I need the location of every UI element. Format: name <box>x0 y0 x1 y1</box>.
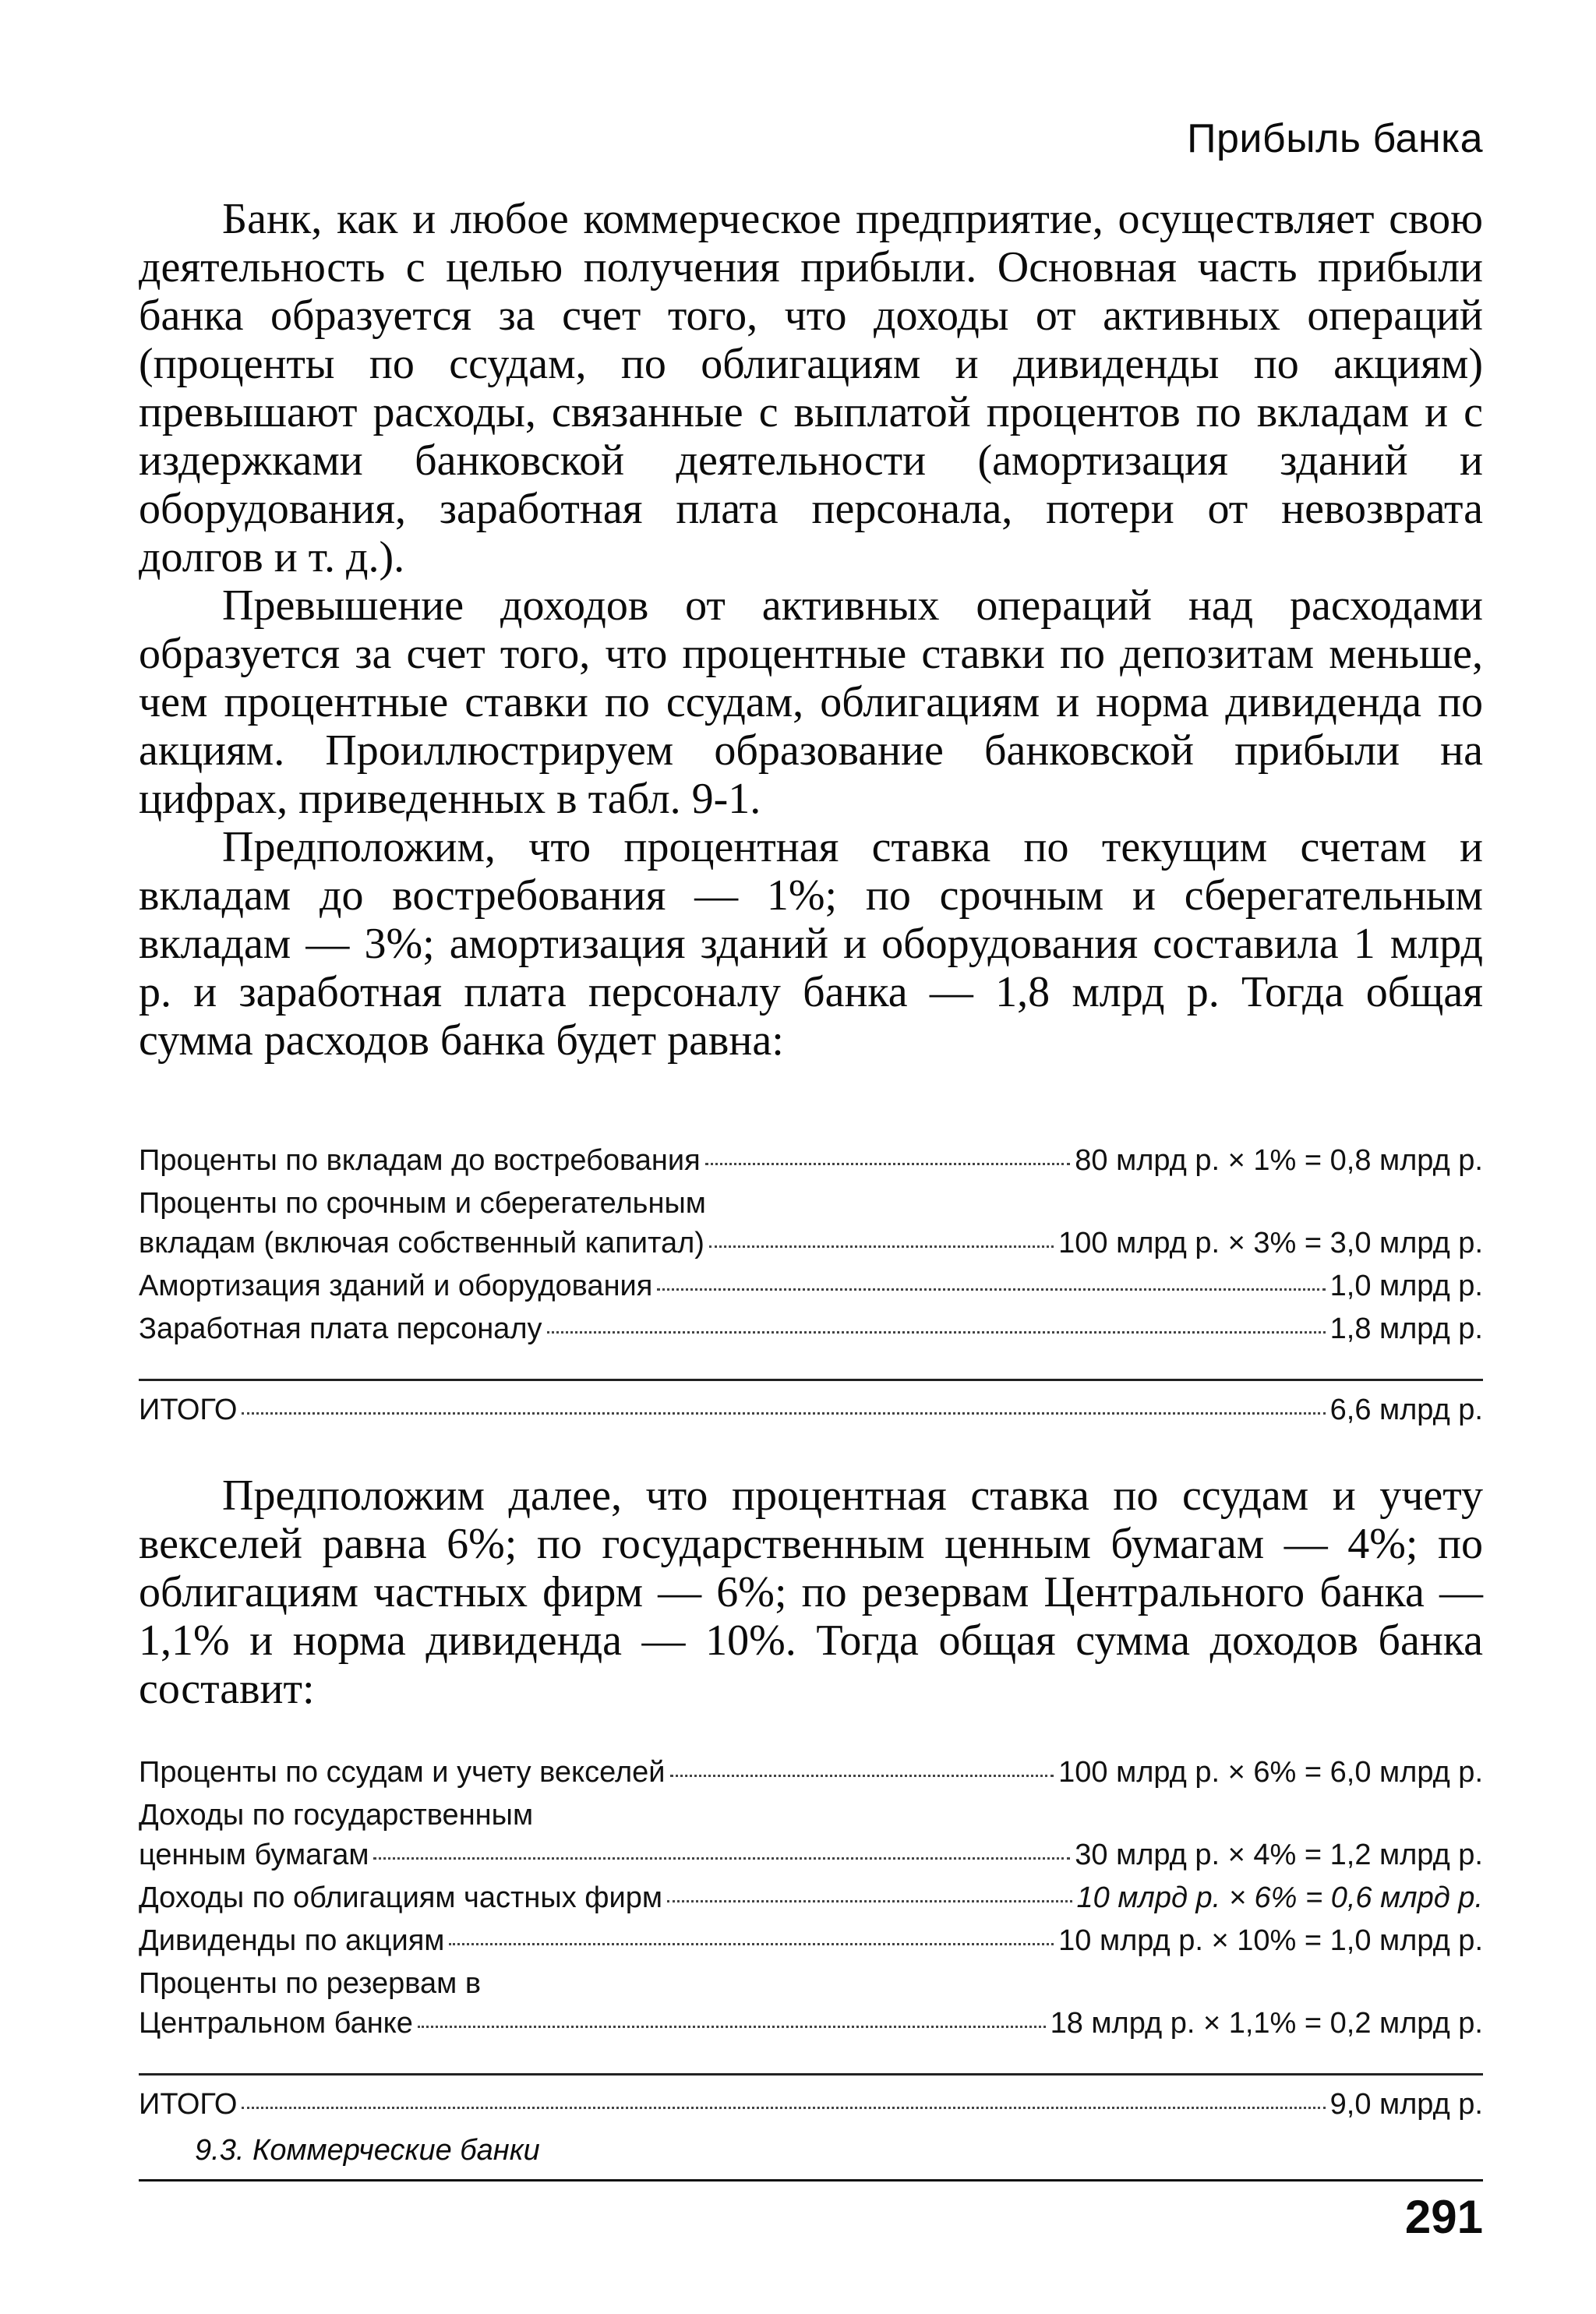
footer-section-title: 9.3. Коммерческие банки <box>195 2134 540 2167</box>
expense-label: Проценты по вкладам до востребования <box>139 1144 701 1177</box>
expense-row <box>139 1312 1483 1355</box>
income-row <box>139 1839 1483 1881</box>
income-row <box>139 1756 1483 1799</box>
sum-rule <box>139 2073 1483 2076</box>
expense-row <box>139 1270 1483 1312</box>
income-label: Центральном банке <box>139 2007 413 2040</box>
income-label: ценным бумагам <box>139 1839 369 1871</box>
total-label: ИТОГО <box>139 1394 238 1426</box>
footer-rule <box>139 2179 1483 2182</box>
main-text-lower <box>139 1471 1483 1713</box>
income-value: 30 млрд р. × 4% = 1,2 млрд р. <box>1075 1839 1483 1871</box>
paragraph-1: Банк, как и любое коммерческое предприятие, осуществляет свою деятельность с целью получения прибыли. Основная часть прибыли банка образуется за счет того, что доходы от активных операций (проценты по ссудам, по облигациям и дивиденды по акциям) превышают расходы, связанные с выплатой процентов по вкладам и с издержками банковской деятельности (амортизация зданий и оборудования, заработная плата персонала, потери от невозврата долгов и т. д.). <box>139 195 1483 581</box>
expense-row <box>139 1227 1483 1270</box>
income-value: 10 млрд р. × 10% = 1,0 млрд р. <box>1058 1924 1483 1957</box>
income-label-first-line: Проценты по резервам в <box>139 1967 482 2000</box>
dot-leader <box>373 1857 1070 1860</box>
running-title: Прибыль банка <box>1187 116 1483 161</box>
income-label: Доходы по облигациям частных фирм <box>139 1881 662 1914</box>
paragraph-2: Превышение доходов от активных операций над расходами образуется за счет того, что процентные ставки по депозитам меньше, чем процентные ставки по ссудам, облигациям и норма дивиденда по акциям. Проиллюстрируем образование банковской прибыли на цифрах, приведенных в табл. 9-1. <box>139 581 1483 823</box>
dot-leader <box>242 1412 1325 1415</box>
sum-rule <box>139 1379 1483 1381</box>
income-row <box>139 2007 1483 2050</box>
income-label: Проценты по ссудам и учету векселей <box>139 1756 666 1789</box>
expense-value: 100 млрд р. × 3% = 3,0 млрд р. <box>1058 1227 1483 1259</box>
dot-leader <box>709 1245 1054 1248</box>
paragraph-4: Предположим далее, что процентная ставка по ссудам и учету векселей равна 6%; по государственным ценным бумагам — 4%; по облигациям частных фирм — 6%; по резервам Центрального банка — 1,1% и норма дивиденда — 10%. Тогда общая сумма доходов банка составит: <box>139 1471 1483 1713</box>
income-row-continued <box>139 1967 1483 2007</box>
dot-leader <box>667 1900 1072 1902</box>
dot-leader <box>657 1288 1325 1291</box>
income-value: 18 млрд р. × 1,1% = 0,2 млрд р. <box>1050 2007 1483 2040</box>
dot-leader <box>705 1163 1071 1165</box>
income-value: 100 млрд р. × 6% = 6,0 млрд р. <box>1058 1756 1483 1789</box>
expense-row <box>139 1144 1483 1187</box>
expense-label: Заработная плата персоналу <box>139 1312 542 1345</box>
dot-leader <box>449 1943 1054 1945</box>
total-value: 9,0 млрд р. <box>1329 2088 1483 2121</box>
expense-label: Амортизация зданий и оборудования <box>139 1270 653 1302</box>
expense-label-first-line: Проценты по срочным и сберегательным <box>139 1187 706 1220</box>
expense-label: вкладам (включая собственный капитал) <box>139 1227 704 1259</box>
income-row <box>139 1881 1483 1924</box>
expenses-table <box>139 1144 1483 1436</box>
income-total-row <box>139 2088 1483 2131</box>
income-row <box>139 1924 1483 1967</box>
dot-leader <box>418 2026 1046 2028</box>
income-label: Дивиденды по акциям <box>139 1924 445 1957</box>
expense-value: 80 млрд р. × 1% = 0,8 млрд р. <box>1075 1144 1483 1177</box>
total-value: 6,6 млрд р. <box>1329 1394 1483 1426</box>
expense-value: 1,0 млрд р. <box>1329 1270 1483 1302</box>
incomes-table <box>139 1756 1483 2131</box>
total-label: ИТОГО <box>139 2088 238 2121</box>
expense-row-continued <box>139 1187 1483 1227</box>
dot-leader <box>242 2107 1325 2109</box>
expense-total-row <box>139 1394 1483 1436</box>
page-number: 291 <box>1404 2191 1483 2243</box>
paragraph-3: Предположим, что процентная ставка по текущим счетам и вкладам до востребования — 1%; по срочным и сберегательным вкладам — 3%; амортизация зданий и оборудования составила 1 млрд р. и заработная плата персоналу банка — 1,8 млрд р. Тогда общая сумма расходов банка будет равна: <box>139 823 1483 1065</box>
income-row-continued <box>139 1799 1483 1839</box>
income-label-first-line: Доходы по государственным <box>139 1799 534 1832</box>
dot-leader <box>670 1775 1054 1777</box>
income-value: 10 млрд р. × 6% = 0,6 млрд р. <box>1076 1881 1483 1914</box>
expense-value: 1,8 млрд р. <box>1329 1312 1483 1345</box>
main-text-upper <box>139 195 1483 1065</box>
dot-leader <box>547 1331 1326 1334</box>
